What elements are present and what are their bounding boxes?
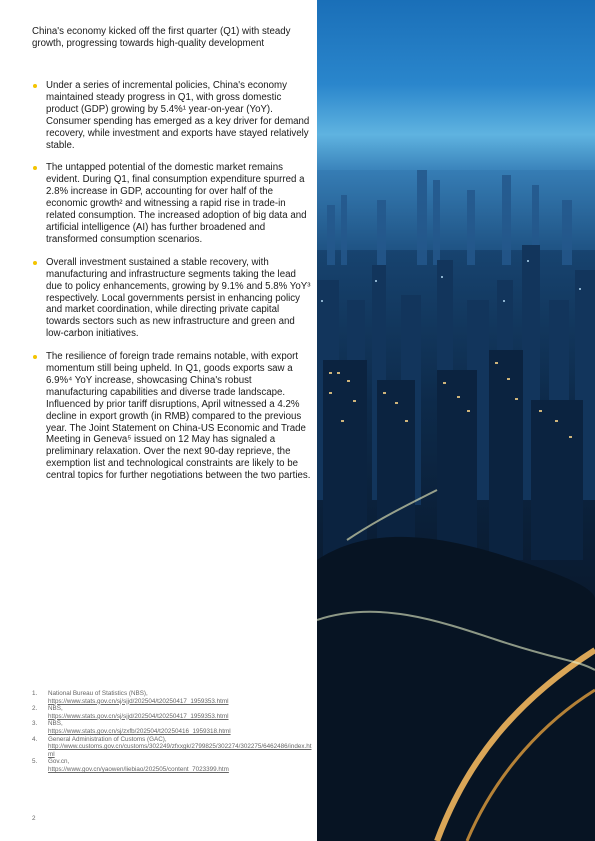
footnote-source: General Administration of Customs (GAC), bbox=[48, 735, 167, 743]
footnote-item bbox=[32, 736, 314, 759]
footnote-source: Gov.cn, bbox=[48, 758, 70, 766]
bullet-text: The untapped potential of the domestic market remains evident. During Q1, final consumption expenditure spurred a 2.8% increase in GDP, accounting for over half of the economic growth² and witnessing a rapid rise in trade-in related consumption. The increased adoption of big data and artificial intelligence (AI) has further broadened and transformed consumption scenarios. bbox=[46, 162, 307, 245]
bullet-item bbox=[32, 162, 312, 245]
footnote-number: 2. bbox=[32, 705, 38, 713]
footnote-link[interactable]: https://www.stats.gov.cn/sj/sjjd/202504/t20250417_1959353.html bbox=[48, 697, 229, 705]
bullet-dot-icon bbox=[33, 84, 37, 88]
footnotes bbox=[32, 690, 314, 774]
footnote-number: 4. bbox=[32, 735, 38, 743]
bullet-text: Overall investment sustained a stable recovery, with manufacturing and infrastructure segments taking the lead due to policy enhancements, growing by 9.1% and 5.8% YoY³ respectively. Local governments persist in enhancing policy and market coordination, while directing private capital towards sectors such as new infrastructure and green and low-carbon initiatives. bbox=[46, 256, 311, 340]
footnote-item bbox=[32, 690, 314, 705]
footnote-item bbox=[32, 720, 314, 735]
city-night-photo bbox=[317, 0, 595, 841]
footnote-item bbox=[32, 705, 314, 720]
footnote-source: National Bureau of Statistics (NBS), bbox=[48, 690, 148, 697]
city-skyline-illustration bbox=[317, 0, 595, 841]
footnote-number: 5. bbox=[32, 758, 38, 766]
bullet-item bbox=[32, 257, 312, 340]
bullet-item bbox=[32, 80, 312, 151]
bullet-list bbox=[32, 80, 312, 493]
bullet-dot-icon bbox=[33, 355, 37, 359]
bullet-text: The resilience of foreign trade remains notable, with export momentum still being upheld. In Q1, goods exports saw a 6.9%⁴ YoY increase, showcasing China's robust manufacturing capabilities and diverse trade landscape. Influenced by prior tariff disruptions, April witnessed a 4.2% decline in export growth (in RMB) compared to the previous year. The Joint Statement on China-US Economic and Trade Meeting in Geneva⁵ issued on 12 May has signaled a preliminary relaxation. Over the next 90-day reprieve, the exemption list and technological constraints are likely to be central topics for further negotiations between the two parties. bbox=[46, 351, 311, 482]
footnote-item bbox=[32, 758, 314, 773]
footnote-link[interactable]: https://www.stats.gov.cn/sj/sjjd/202504/t20250417_1959353.html bbox=[48, 712, 229, 720]
footnote-link[interactable]: https://www.stats.gov.cn/sj/zxfb/202504/t20250416_1959318.html bbox=[48, 727, 231, 735]
bullet-text: Under a series of incremental policies, China's economy maintained steady progress in Q1, with gross domestic product (GDP) growing by 5.4%¹ year-on-year (YoY). Consumer spending has emerged as a key driver for demand recovery, while investment and exports have stayed relatively stable. bbox=[46, 80, 310, 151]
bullet-item bbox=[32, 351, 312, 482]
bullet-dot-icon bbox=[33, 166, 37, 170]
footnote-number: 3. bbox=[32, 720, 38, 728]
bullet-dot-icon bbox=[33, 261, 37, 265]
footnote-link[interactable]: https://www.gov.cn/yaowen/liebiao/202505/content_7023399.htm bbox=[48, 765, 229, 773]
footnote-source: NBS, bbox=[48, 720, 63, 728]
intro-paragraph: China's economy kicked off the first quarter (Q1) with steady growth, progressing towards high-quality development bbox=[32, 26, 291, 50]
footnote-number: 1. bbox=[32, 690, 38, 697]
footnote-link[interactable]: http://www.customs.gov.cn/customs/302249/zfxxgk/2799825/302274/302275/6462486/index.html bbox=[48, 743, 312, 758]
footnote-source: NBS, bbox=[48, 705, 63, 713]
page-number: 2 bbox=[32, 815, 36, 822]
